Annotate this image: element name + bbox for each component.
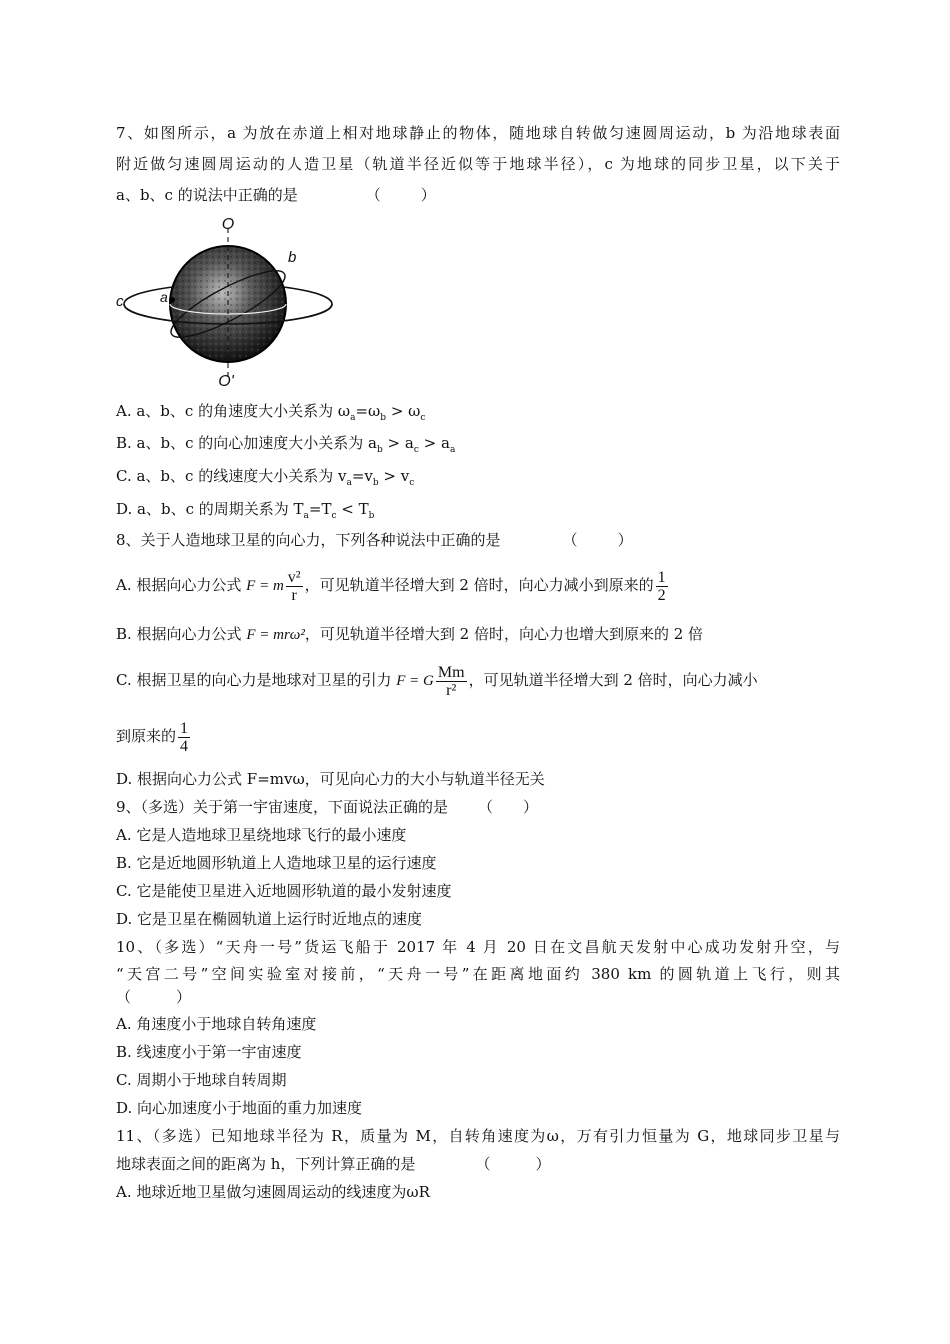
q10-paren: （ ）: [116, 988, 192, 1006]
q8-b-formula: F = mrω²: [246, 627, 305, 643]
label-c: c: [116, 293, 124, 310]
q10-stem-line1: 10、（多选）“天舟一号”货运飞船于 2017 年 4 月 20 日在文昌航天发射中心成功发射升空，与: [116, 938, 840, 956]
q8-a-fraction: [286, 569, 303, 604]
q8-b-pre: B. 根据向心力公式: [116, 625, 242, 643]
q8-c-den: r²: [446, 681, 457, 699]
label-a: a: [160, 289, 168, 305]
q8-a-pre: A. 根据向心力公式: [116, 576, 242, 594]
q8-c-post: ，可见轨道半径增大到 2 倍时，向心力减小: [468, 671, 758, 689]
q8-stem: [116, 529, 840, 551]
q8-paren-close: ）: [617, 531, 633, 549]
q8-a-num: v²: [287, 568, 301, 586]
q10-option-a: A. 角速度小于地球自转角速度: [116, 1015, 317, 1033]
label-O-prime: O': [218, 373, 234, 390]
q11-option-a: A. 地球近地卫星做匀速圆周运动的线速度为ωR: [116, 1183, 430, 1201]
q9-stem: [116, 796, 840, 818]
q10-option-d: D. 向心加速度小于地面的重力加速度: [116, 1099, 363, 1117]
q8-c-quarter: [178, 720, 190, 755]
earth-orbit-figure: [116, 214, 336, 392]
q8-a-formula: F = m: [246, 578, 284, 594]
q7-option-d: D. a、b、c 的周期关系为 $T_a=T_c < T_b$: [116, 500, 375, 521]
q8-a-half: [656, 569, 668, 604]
q8-b-post: ，可见轨道半径增大到 2 倍时，向心力也增大到原来的 2 倍: [304, 625, 704, 643]
q8-c-line2-text: 到原来的: [116, 727, 177, 745]
q9-option-c: C. 它是能使卫星进入近地圆形轨道的最小发射速度: [116, 882, 452, 900]
q7-stem-text: a、b、c 的说法中正确的是: [116, 186, 298, 204]
q7-paren-open: （: [365, 186, 381, 204]
q9-option-d: D. 它是卫星在椭圆轨道上运行时近地点的速度: [116, 910, 423, 928]
q8-c-quarter-num: 1: [180, 719, 189, 737]
q9-option-b: B. 它是近地圆形轨道上人造地球卫星的运行速度: [116, 854, 437, 872]
q8-a-post: ，可见轨道半径增大到 2 倍时，向心力减小到原来的: [304, 576, 654, 594]
label-b: b: [288, 249, 297, 266]
q10-option-c: C. 周期小于地球自转周期: [116, 1071, 287, 1089]
q7-stem-line1: 7、如图所示，a 为放在赤道上相对地球静止的物体，随地球自转做匀速圆周运动，b 为沿地球表面: [116, 124, 840, 142]
q11-stem-line1: 11、（多选）已知地球半径为 R，质量为 M，自转角速度为ω，万有引力恒量为 G，地球同步卫星与: [116, 1127, 840, 1145]
q9-stem-text: 9、（多选）关于第一宇宙速度，下面说法正确的是: [116, 798, 449, 816]
q8-stem-text: 8、关于人造地球卫星的向心力，下列各种说法中正确的是: [116, 531, 501, 549]
q7-paren-close: ）: [420, 186, 436, 204]
q10-stem-line2: “天宫二号”空间实验室对接前，“天舟一号”在距离地面约 380 km 的圆轨道上飞行，则其: [116, 965, 840, 983]
q8-option-c-line2: [116, 718, 840, 755]
q8-option-a: [116, 568, 840, 604]
q8-option-b: [116, 623, 840, 646]
q7-stem-line2: 附近做匀速圆周运动的人造卫星（轨道半径近似等于地球半径），c 为地球的同步卫星，以下关于: [116, 155, 840, 173]
q7-option-b: B. a、b、c 的向心加速度大小关系为 $a_b > a_c > a_a$: [116, 434, 456, 455]
q7-stem-line3: [116, 184, 840, 206]
q8-c-formula: F = G: [396, 673, 434, 689]
q7-option-c: C. a、b、c 的线速度大小关系为 $v_a=v_b > v_c$: [116, 467, 415, 488]
q9-option-a: A. 它是人造地球卫星绕地球飞行的最小速度: [116, 826, 407, 844]
point-a: [169, 297, 175, 303]
q10-option-b: B. 线速度小于第一宇宙速度: [116, 1043, 302, 1061]
q11-stem-line2: [116, 1153, 840, 1175]
q8-a-half-num: 1: [657, 568, 666, 586]
q9-paren: （ ）: [478, 798, 539, 816]
q8-a-den: r: [291, 586, 297, 604]
q8-paren-open: （: [562, 531, 578, 549]
q11-paren: （ ）: [475, 1155, 551, 1173]
q11-stem-line2-text: 地球表面之间的距离为 h，下列计算正确的是: [116, 1155, 416, 1173]
earth-orbit-diagram: [116, 214, 336, 392]
q7-option-a: A. a、b、c 的角速度大小关系为 $\omega_a=\omega_b > \omega_c$: [116, 402, 426, 423]
q8-c-num: Mm: [437, 663, 465, 681]
q8-c-pre: C. 根据卫星的向心力是地球对卫星的引力: [116, 671, 392, 689]
q8-option-d: D. 根据向心力公式 F=mvω，可见向心力的大小与轨道半径无关: [116, 770, 545, 788]
q8-c-fraction: [436, 664, 467, 699]
q8-option-c: [116, 662, 840, 699]
q8-a-half-den: 2: [657, 586, 666, 604]
q8-c-quarter-den: 4: [180, 737, 189, 755]
label-O: O: [221, 216, 235, 233]
